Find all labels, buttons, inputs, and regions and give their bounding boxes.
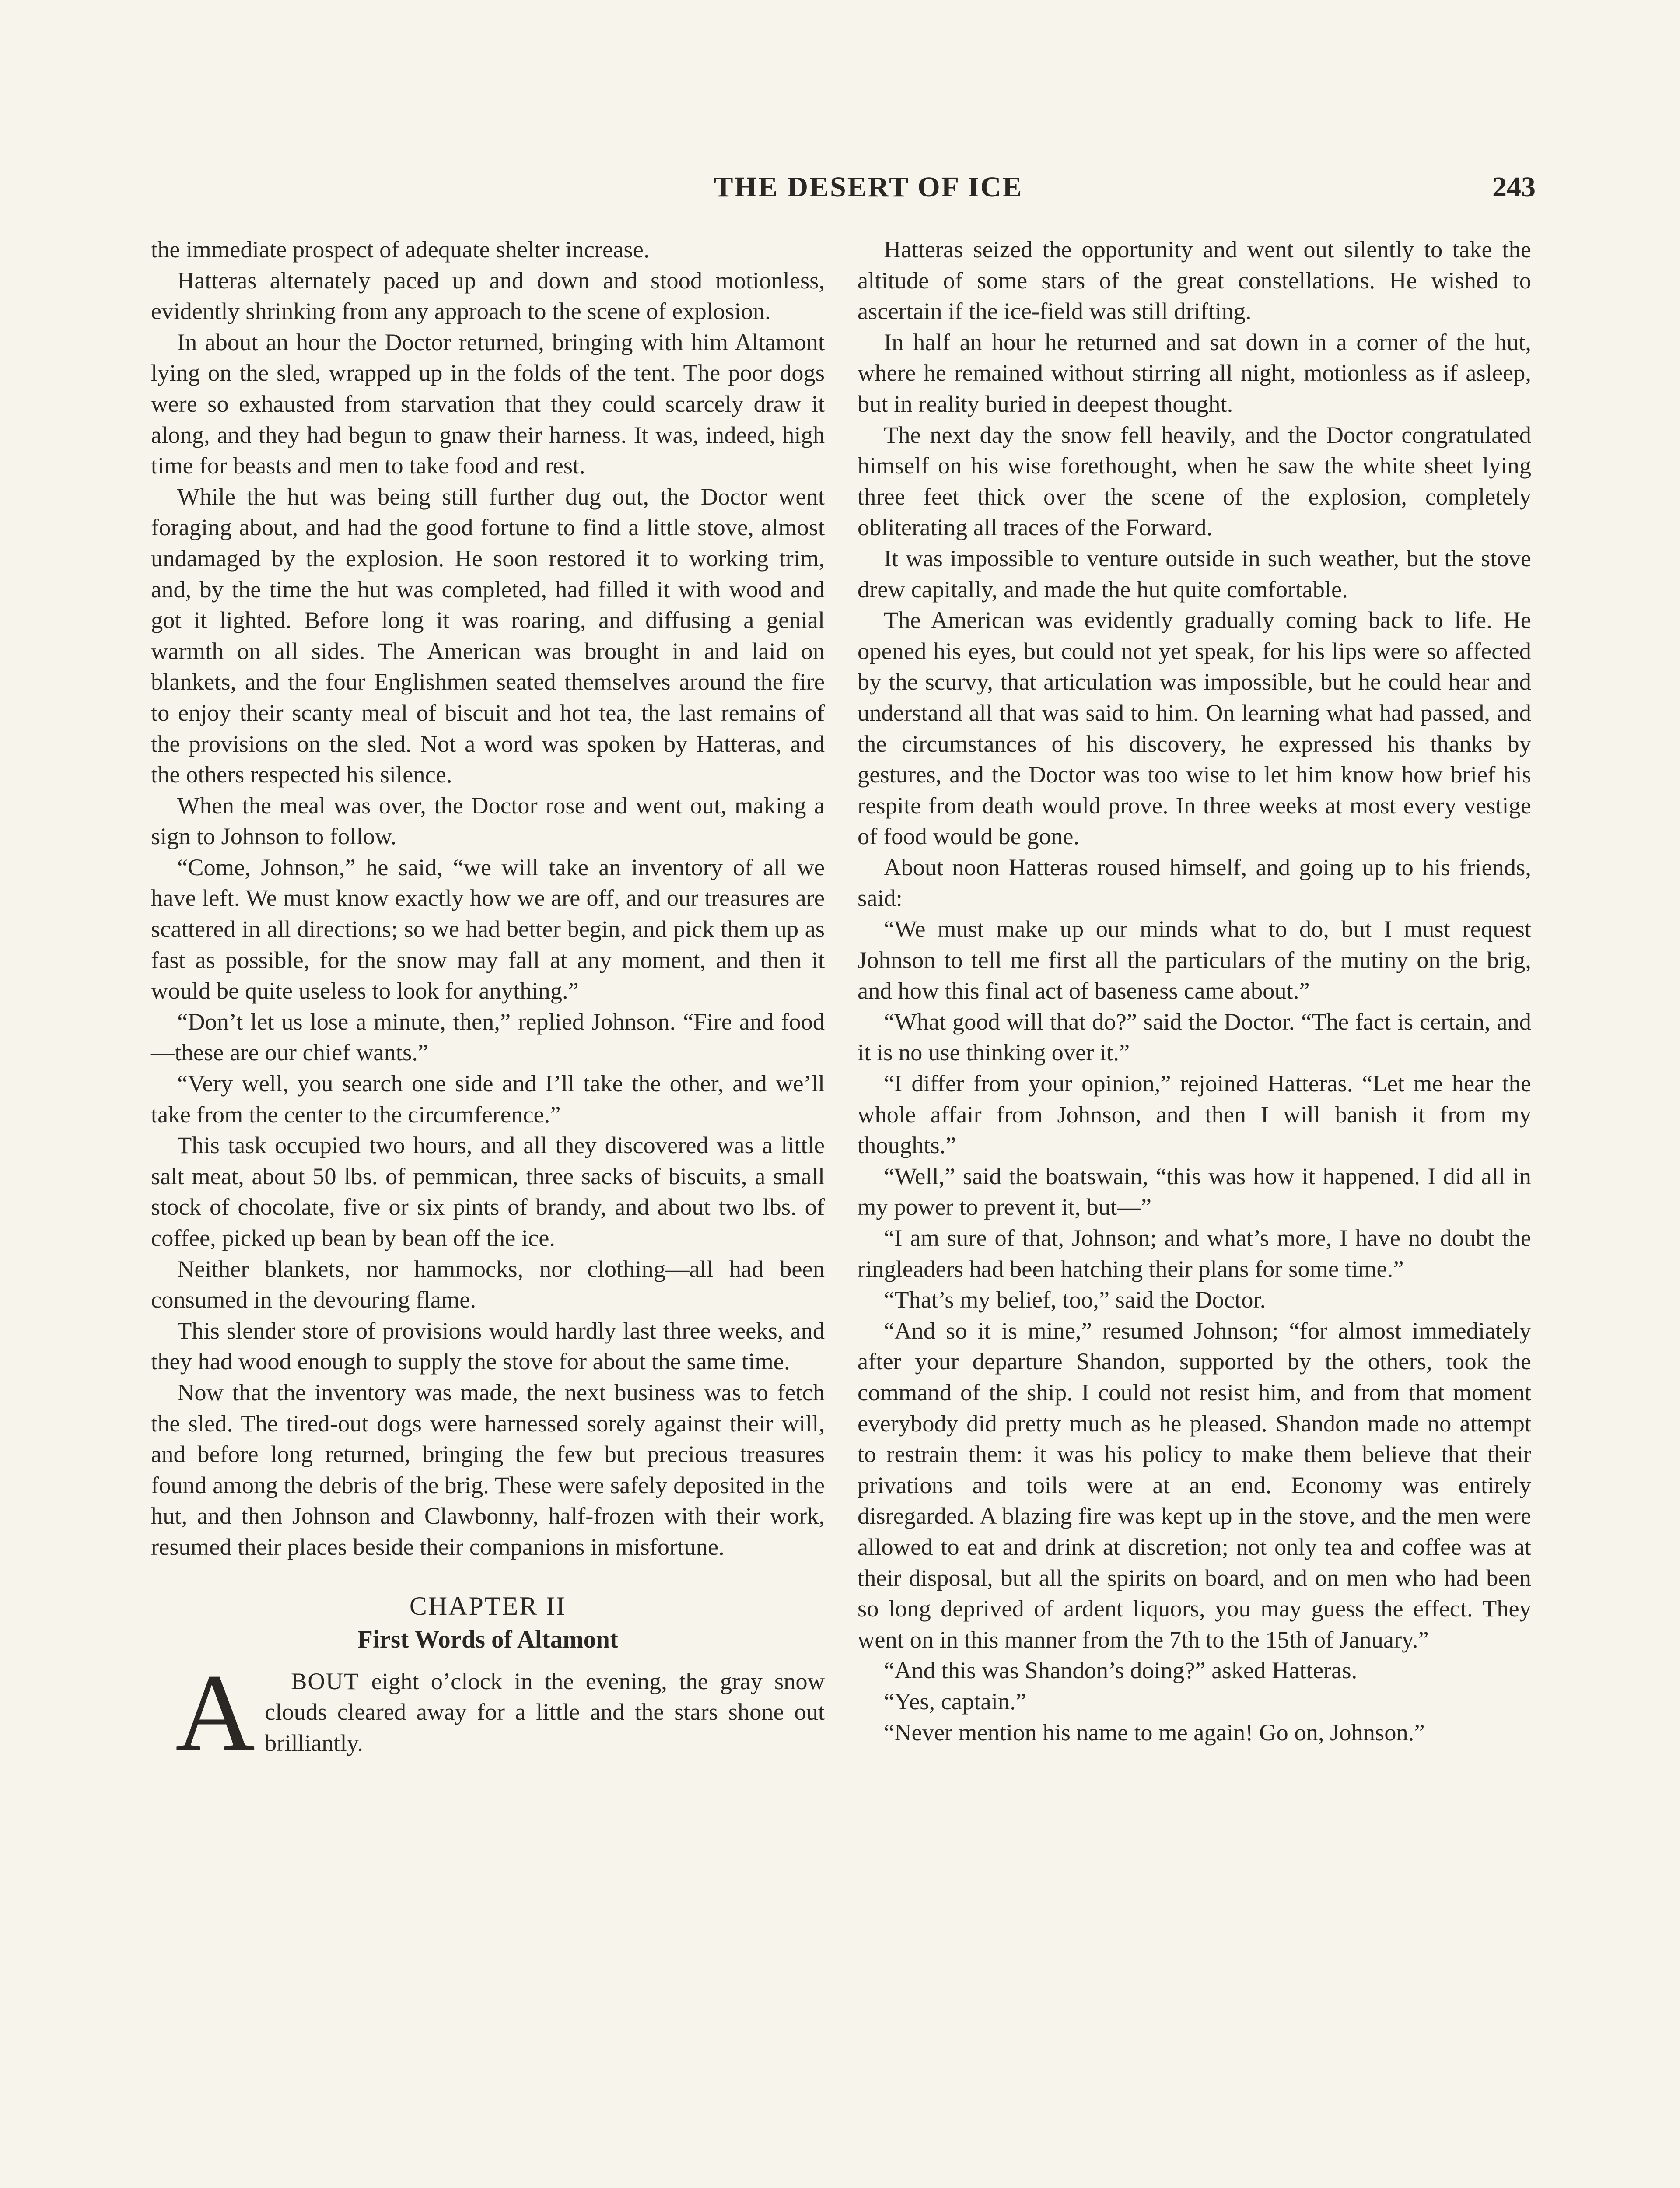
paragraph: The American was evidently gradually coming back to life. He opened his eyes, but could not yet speak, for his lips were so affected by the scurvy, that articulation was impossible, but he could hear and understand all that was said to him. On learning what had passed, and the circumstances of his discovery, he expressed his thanks by gestures, and the Doctor was too wise to let him know how brief his respite from death would prove. In three weeks at most every vestige of food would be gone. xyxy=(858,607,1531,850)
paragraph: In half an hour he returned and sat down in a corner of the hut, where he remained without stirring all night, motionless as if asleep, but in reality buried in deepest thought. xyxy=(858,328,1531,417)
paragraph: “That’s my belief, too,” said the Doctor. xyxy=(884,1286,1266,1313)
paragraph: “We must make up our minds what to do, but I must request Johnson to tell me first all the particulars of the mutiny on the brig, and how this final act of baseness came about.” xyxy=(858,915,1531,1004)
paragraph: Hatteras seized the opportunity and went out silently to take the altitude of some stars of the great constellations. He wished to ascertain if the ice-field was still drifting. xyxy=(858,236,1531,325)
paragraph: About noon Hatteras roused himself, and going up to his friends, said: xyxy=(858,853,1531,912)
paragraph: In about an hour the Doctor returned, bringing with him Altamont lying on the sled, wrapped up in the folds of the tent. The poor dogs were so exhausted from starvation that they could scarcely draw it along, and they had begun to gnaw their harness. It was, indeed, high time for beasts and men to take food and rest. xyxy=(151,328,825,479)
chapter-number: CHAPTER II xyxy=(409,1591,567,1620)
paragraph: “Never mention his name to me again! Go on, Johnson.” xyxy=(884,1718,1425,1746)
right-column xyxy=(858,234,1531,1748)
chapter-heading xyxy=(151,1589,825,1656)
paragraph: “Don’t let us lose a minute, then,” replied Johnson. “Fire and food—these are our chief wants.” xyxy=(151,1008,825,1066)
paragraph: “And so it is mine,” resumed Johnson; “for almost immediately after your departure Shandon, supported by the others, took the command of the ship. I could not resist him, and from that moment everybody did pretty much as he pleased. Shandon made no attempt to restrain them: it was his policy to make them believe that their privations and toils were at an end. Economy was entirely disregarded. A blazing fire was kept up in the stove, and the men were allowed to eat and drink at discretion; not only tea and coffee was at their disposal, but all the spirits on board, and on men who had been so long deprived of ardent liquors, you may guess the effect. They went on in this manner from the 7th to the 15th of January.” xyxy=(858,1317,1531,1653)
paragraph: the immediate prospect of adequate shelter increase. xyxy=(151,236,650,263)
opening-text: eight o’clock in the evening, the gray snow clouds cleared away for a little and the stars shone out brilliantly. xyxy=(265,1667,825,1756)
paragraph: Now that the inventory was made, the next business was to fetch the sled. The tired-out dogs were harnessed sorely against their will, and before long returned, bringing the few but precious treasures found among the debris of the brig. These were safely deposited in the hut, and then Johnson and Clawbonny, half-frozen with their work, resumed their places beside their companions in misfortune. xyxy=(151,1378,825,1560)
paragraph: Hatteras alternately paced up and down and stood motionless, evidently shrinking from any approach to the scene of explosion. xyxy=(151,266,825,325)
paragraph: “Come, Johnson,” he said, “we will take an inventory of all we have left. We must know exactly how we are off, and our treasures are scattered in all directions; so we had better begin, and pick them up as fast as possible, for the snow may fall at any moment, and then it would be quite useless to look for anything.” xyxy=(151,853,825,1004)
paragraph: “Well,” said the boatswain, “this was how it happened. I did all in my power to prevent it, but—” xyxy=(858,1162,1531,1220)
drop-cap: A xyxy=(175,1651,255,1774)
paragraph: “Yes, captain.” xyxy=(884,1687,1026,1715)
paragraph: “I am sure of that, Johnson; and what’s more, I have no doubt the ringleaders had been hatching their plans for some time.” xyxy=(858,1224,1531,1282)
paragraph: “Very well, you search one side and I’ll take the other, and we’ll take from the center to the circumference.” xyxy=(151,1070,825,1128)
paragraph: The next day the snow fell heavily, and the Doctor congratulated himself on his wise forethought, when he saw the white sheet lying three feet thick over the scene of the explosion, completely obliterating all traces of the Forward. xyxy=(858,421,1531,541)
paragraph: “What good will that do?” said the Doctor. “The fact is certain, and it is no use thinking over it.” xyxy=(858,1008,1531,1066)
paragraph: This task occupied two hours, and all they discovered was a little salt meat, about 50 lbs. of pemmican, three sacks of biscuits, a small stock of chocolate, five or six pints of brandy, and about two lbs. of coffee, picked up bean by bean off the ice. xyxy=(151,1132,825,1251)
paragraph: While the hut was being still further dug out, the Doctor went foraging about, and had the good fortune to find a little stove, almost undamaged by the explosion. He soon restored it to working trim, and, by the time the hut was completed, had filled it with wood and got it lighted. Before long it was roaring, and diffusing a genial warmth on all sides. The American was brought in and laid on blankets, and the four Englishmen seated themselves around the fire to enjoy their scanty meal of biscuit and hot tea, the last remains of the provisions on the sled. Not a word was spoken by Hatteras, and the others respected his silence. xyxy=(151,483,825,788)
running-title: THE DESERT OF ICE xyxy=(714,171,1023,203)
paragraph: This slender store of provisions would hardly last three weeks, and they had wood enough to supply the stove for about the same time. xyxy=(151,1317,825,1375)
paragraph: It was impossible to venture outside in such weather, but the stove drew capitally, and made the hut quite comfortable. xyxy=(858,544,1531,603)
chapter-title: First Words of Altamont xyxy=(357,1625,618,1653)
page-number: 243 xyxy=(1492,171,1536,203)
running-head xyxy=(149,165,1536,209)
paragraph: “And this was Shandon’s doing?” asked Hatteras. xyxy=(884,1657,1358,1684)
paragraph: Neither blankets, nor hammocks, nor clothing—all had been consumed in the devouring flame. xyxy=(151,1255,825,1313)
left-column xyxy=(151,234,825,1774)
paragraph: “I differ from your opinion,” rejoined Hatteras. “Let me hear the whole affair from Johnson, and then I will banish it from my thoughts.” xyxy=(858,1070,1531,1159)
opening-lead-word: BOUT xyxy=(291,1667,360,1694)
paragraph: When the meal was over, the Doctor rose and went out, making a sign to Johnson to follow. xyxy=(151,792,825,850)
chapter-opening-paragraph xyxy=(151,1651,825,1774)
